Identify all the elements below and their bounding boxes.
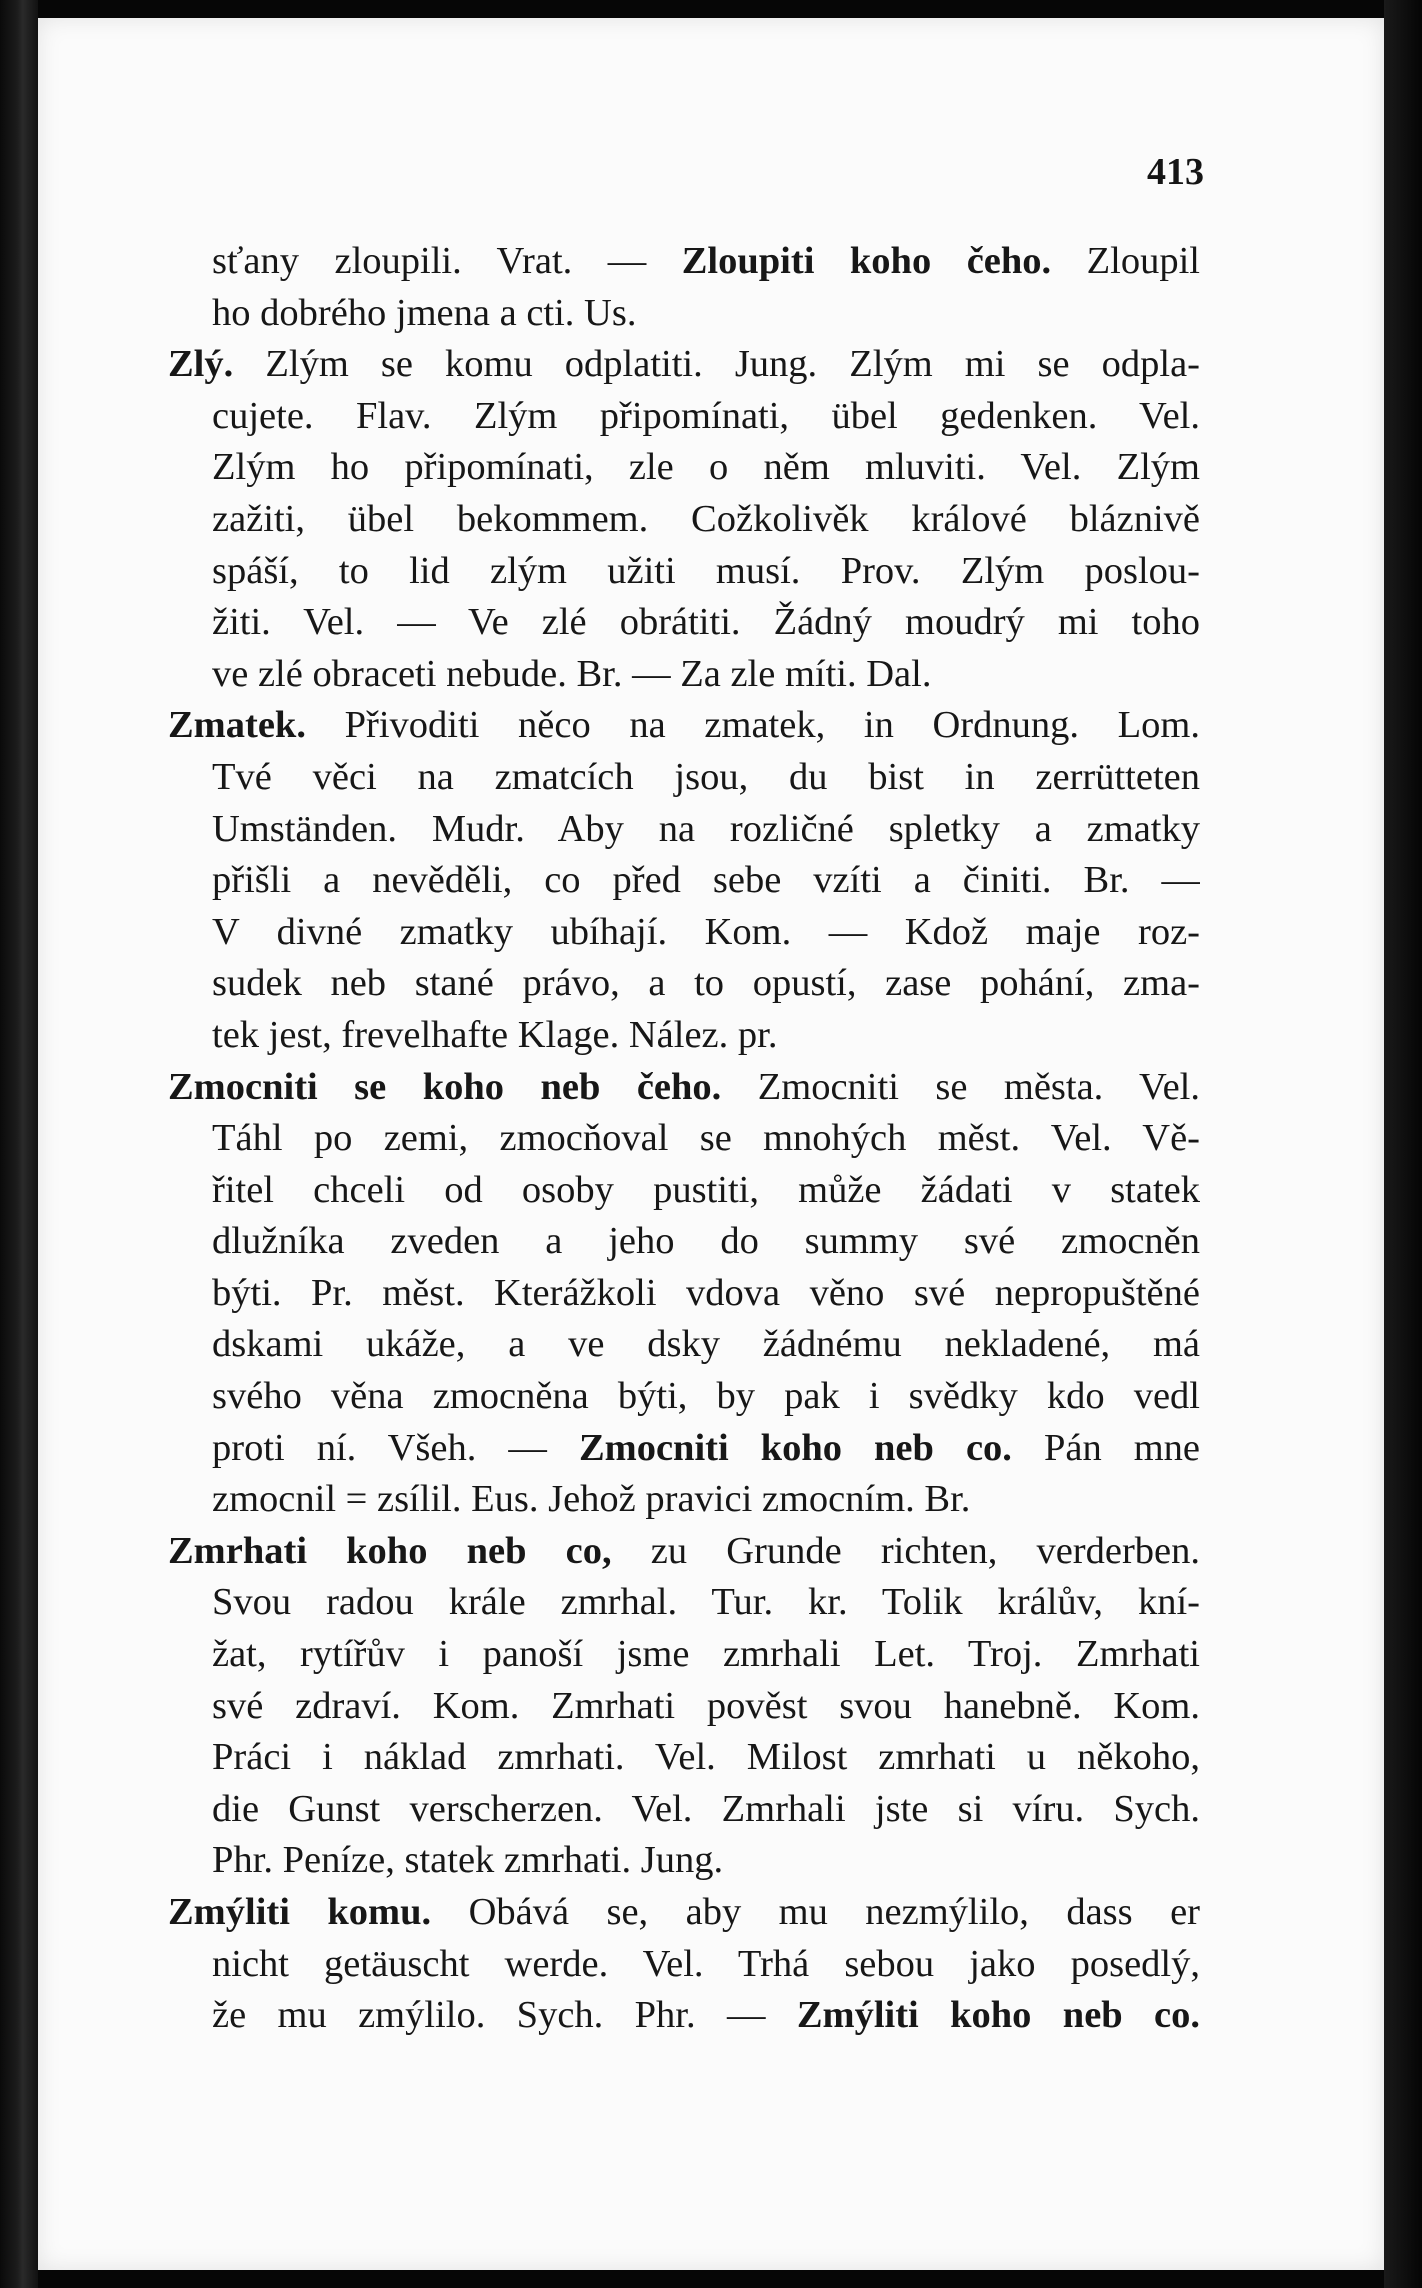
entry-text: die Gunst verscherzen. Vel. Zmrhali jste si víru. Sych. bbox=[212, 1787, 1200, 1830]
text-line bbox=[168, 236, 1200, 288]
entry-text: že mu zmýlilo. Sych. Phr. — bbox=[212, 1994, 797, 2037]
headword: Zmocniti koho neb co. bbox=[578, 1426, 1012, 1469]
text-line bbox=[168, 1990, 1200, 2042]
headword: Zmýliti komu. bbox=[168, 1891, 432, 1933]
text-line bbox=[168, 1216, 1200, 1268]
entry-text: ho dobrého jmena a cti. Us. bbox=[212, 291, 637, 334]
text-line bbox=[168, 1629, 1200, 1681]
entry-text: ve zlé obraceti nebude. Br. — Za zle míti. Dal. bbox=[212, 652, 932, 695]
entry-text: žiti. Vel. — Ve zlé obrátiti. Žádný moudrý mi toho bbox=[212, 601, 1200, 644]
entry-text: proti ní. Všeh. — bbox=[212, 1426, 579, 1469]
entry-text: sťany zloupili. Vrat. — bbox=[212, 240, 682, 282]
text-line bbox=[168, 391, 1200, 443]
entry-text: zažiti, übel bekommem. Cožkolivěk králové bláznivě bbox=[212, 497, 1200, 540]
text-line bbox=[168, 1423, 1200, 1475]
text-line bbox=[168, 1371, 1200, 1423]
text-line bbox=[168, 546, 1200, 598]
headword: Zmocniti se koho neb čeho. bbox=[168, 1065, 722, 1108]
headword: Zmatek. bbox=[168, 704, 306, 747]
entry-text: sudek neb stané právo, a to opustí, zase pohání, zma- bbox=[212, 962, 1200, 1005]
entry-text: Umständen. Mudr. Aby na rozličné spletky a zmatky bbox=[212, 807, 1200, 850]
entry-text: dlužníka zveden a jeho do summy své zmocněn bbox=[212, 1220, 1200, 1263]
entry-text: V divné zmatky ubíhají. Kom. — Kdož maje roz- bbox=[212, 910, 1200, 953]
text-line bbox=[168, 494, 1200, 546]
text-line bbox=[168, 1732, 1200, 1784]
entry-text: zu Grunde richten, verderben. bbox=[611, 1529, 1200, 1572]
text-line bbox=[168, 442, 1200, 494]
entry-text: řitel chceli od osoby pustiti, může žádati v statek bbox=[212, 1168, 1200, 1211]
entry-text: nicht getäuscht werde. Vel. Trhá sebou jako posedlý, bbox=[212, 1942, 1200, 1985]
entry-text: dskami ukáže, a ve dsky žádnému nekladené, má bbox=[212, 1323, 1200, 1366]
text-line bbox=[168, 700, 1200, 752]
text-line bbox=[168, 907, 1200, 959]
text-line bbox=[168, 1113, 1200, 1165]
text-line bbox=[168, 1939, 1200, 1991]
entry-text: své zdraví. Kom. Zmrhati pověst svou hanebně. Kom. bbox=[212, 1684, 1200, 1727]
entry-text: Phr. Peníze, statek zmrhati. Jung. bbox=[212, 1839, 724, 1882]
entry-text: Zloupil bbox=[1051, 240, 1200, 282]
entry-text: žat, rytířův i panoší jsme zmrhali Let. Troj. Zmrhati bbox=[212, 1633, 1200, 1676]
dictionary-text-block bbox=[168, 236, 1200, 2042]
text-line bbox=[168, 339, 1200, 391]
book-spine-edge bbox=[0, 0, 38, 2288]
text-line bbox=[168, 288, 1200, 340]
entry-text: Zlým se komu odplatiti. Jung. Zlým mi se odpla- bbox=[233, 343, 1200, 386]
entry-text: tek jest, frevelhafte Klage. Nález. pr. bbox=[212, 1013, 778, 1056]
entry-text: Táhl po zemi, zmocňoval se mnohých měst. Vel. Vě- bbox=[212, 1117, 1200, 1160]
entry-text: Tvé věci na zmatcích jsou, du bist in zerrütteten bbox=[212, 755, 1200, 798]
entry-text: Přivoditi něco na zmatek, in Ordnung. Lom. bbox=[305, 704, 1200, 747]
entry-text: Pán mne bbox=[1011, 1426, 1200, 1469]
text-line bbox=[168, 1010, 1200, 1062]
text-line bbox=[168, 1474, 1200, 1526]
text-line bbox=[168, 1887, 1200, 1939]
entry-text: býti. Pr. měst. Kterážkoli vdova věno své nepropuštěné bbox=[212, 1271, 1200, 1314]
text-line bbox=[168, 752, 1200, 804]
headword: Zmrhati koho neb co, bbox=[168, 1529, 612, 1572]
text-line bbox=[168, 1681, 1200, 1733]
text-line bbox=[168, 804, 1200, 856]
text-line bbox=[168, 1526, 1200, 1578]
headword: Zloupiti koho čeho. bbox=[681, 240, 1052, 282]
entry-text: zmocnil = zsílil. Eus. Jehož pravici zmocním. Br. bbox=[212, 1478, 971, 1521]
text-line bbox=[168, 1165, 1200, 1217]
text-line bbox=[168, 1835, 1200, 1887]
text-line bbox=[168, 649, 1200, 701]
text-line bbox=[168, 1319, 1200, 1371]
entry-text: Práci i náklad zmrhati. Vel. Milost zmrhati u někoho, bbox=[212, 1736, 1200, 1779]
text-line bbox=[168, 1268, 1200, 1320]
text-line bbox=[168, 855, 1200, 907]
page-number: 413 bbox=[1147, 151, 1204, 193]
text-line bbox=[168, 1062, 1200, 1114]
text-line bbox=[168, 958, 1200, 1010]
text-line bbox=[168, 1784, 1200, 1836]
entry-text: spáší, to lid zlým užiti musí. Prov. Zlým poslou- bbox=[212, 549, 1200, 592]
entry-text: přišli a nevěděli, co před sebe vzíti a činiti. Br. — bbox=[212, 859, 1200, 902]
text-line bbox=[168, 1577, 1200, 1629]
entry-text: Svou radou krále zmrhal. Tur. kr. Tolik králův, kní- bbox=[212, 1581, 1200, 1624]
text-line bbox=[168, 597, 1200, 649]
entry-text: Zmocniti se města. Vel. bbox=[721, 1065, 1200, 1108]
page-right-edge bbox=[1384, 0, 1422, 2288]
entry-text: Zlým ho připomínati, zle o něm mluviti. Vel. Zlým bbox=[212, 446, 1200, 489]
headword: Zmýliti koho neb co. bbox=[796, 1994, 1200, 2037]
entry-text: svého věna zmocněna býti, by pak i svědky kdo vedl bbox=[212, 1375, 1200, 1418]
entry-text: cujete. Flav. Zlým připomínati, übel gedenken. Vel. bbox=[212, 394, 1200, 437]
headword: Zlý. bbox=[168, 343, 234, 386]
entry-text: Obává se, aby mu nezmýlilo, dass er bbox=[431, 1891, 1200, 1933]
